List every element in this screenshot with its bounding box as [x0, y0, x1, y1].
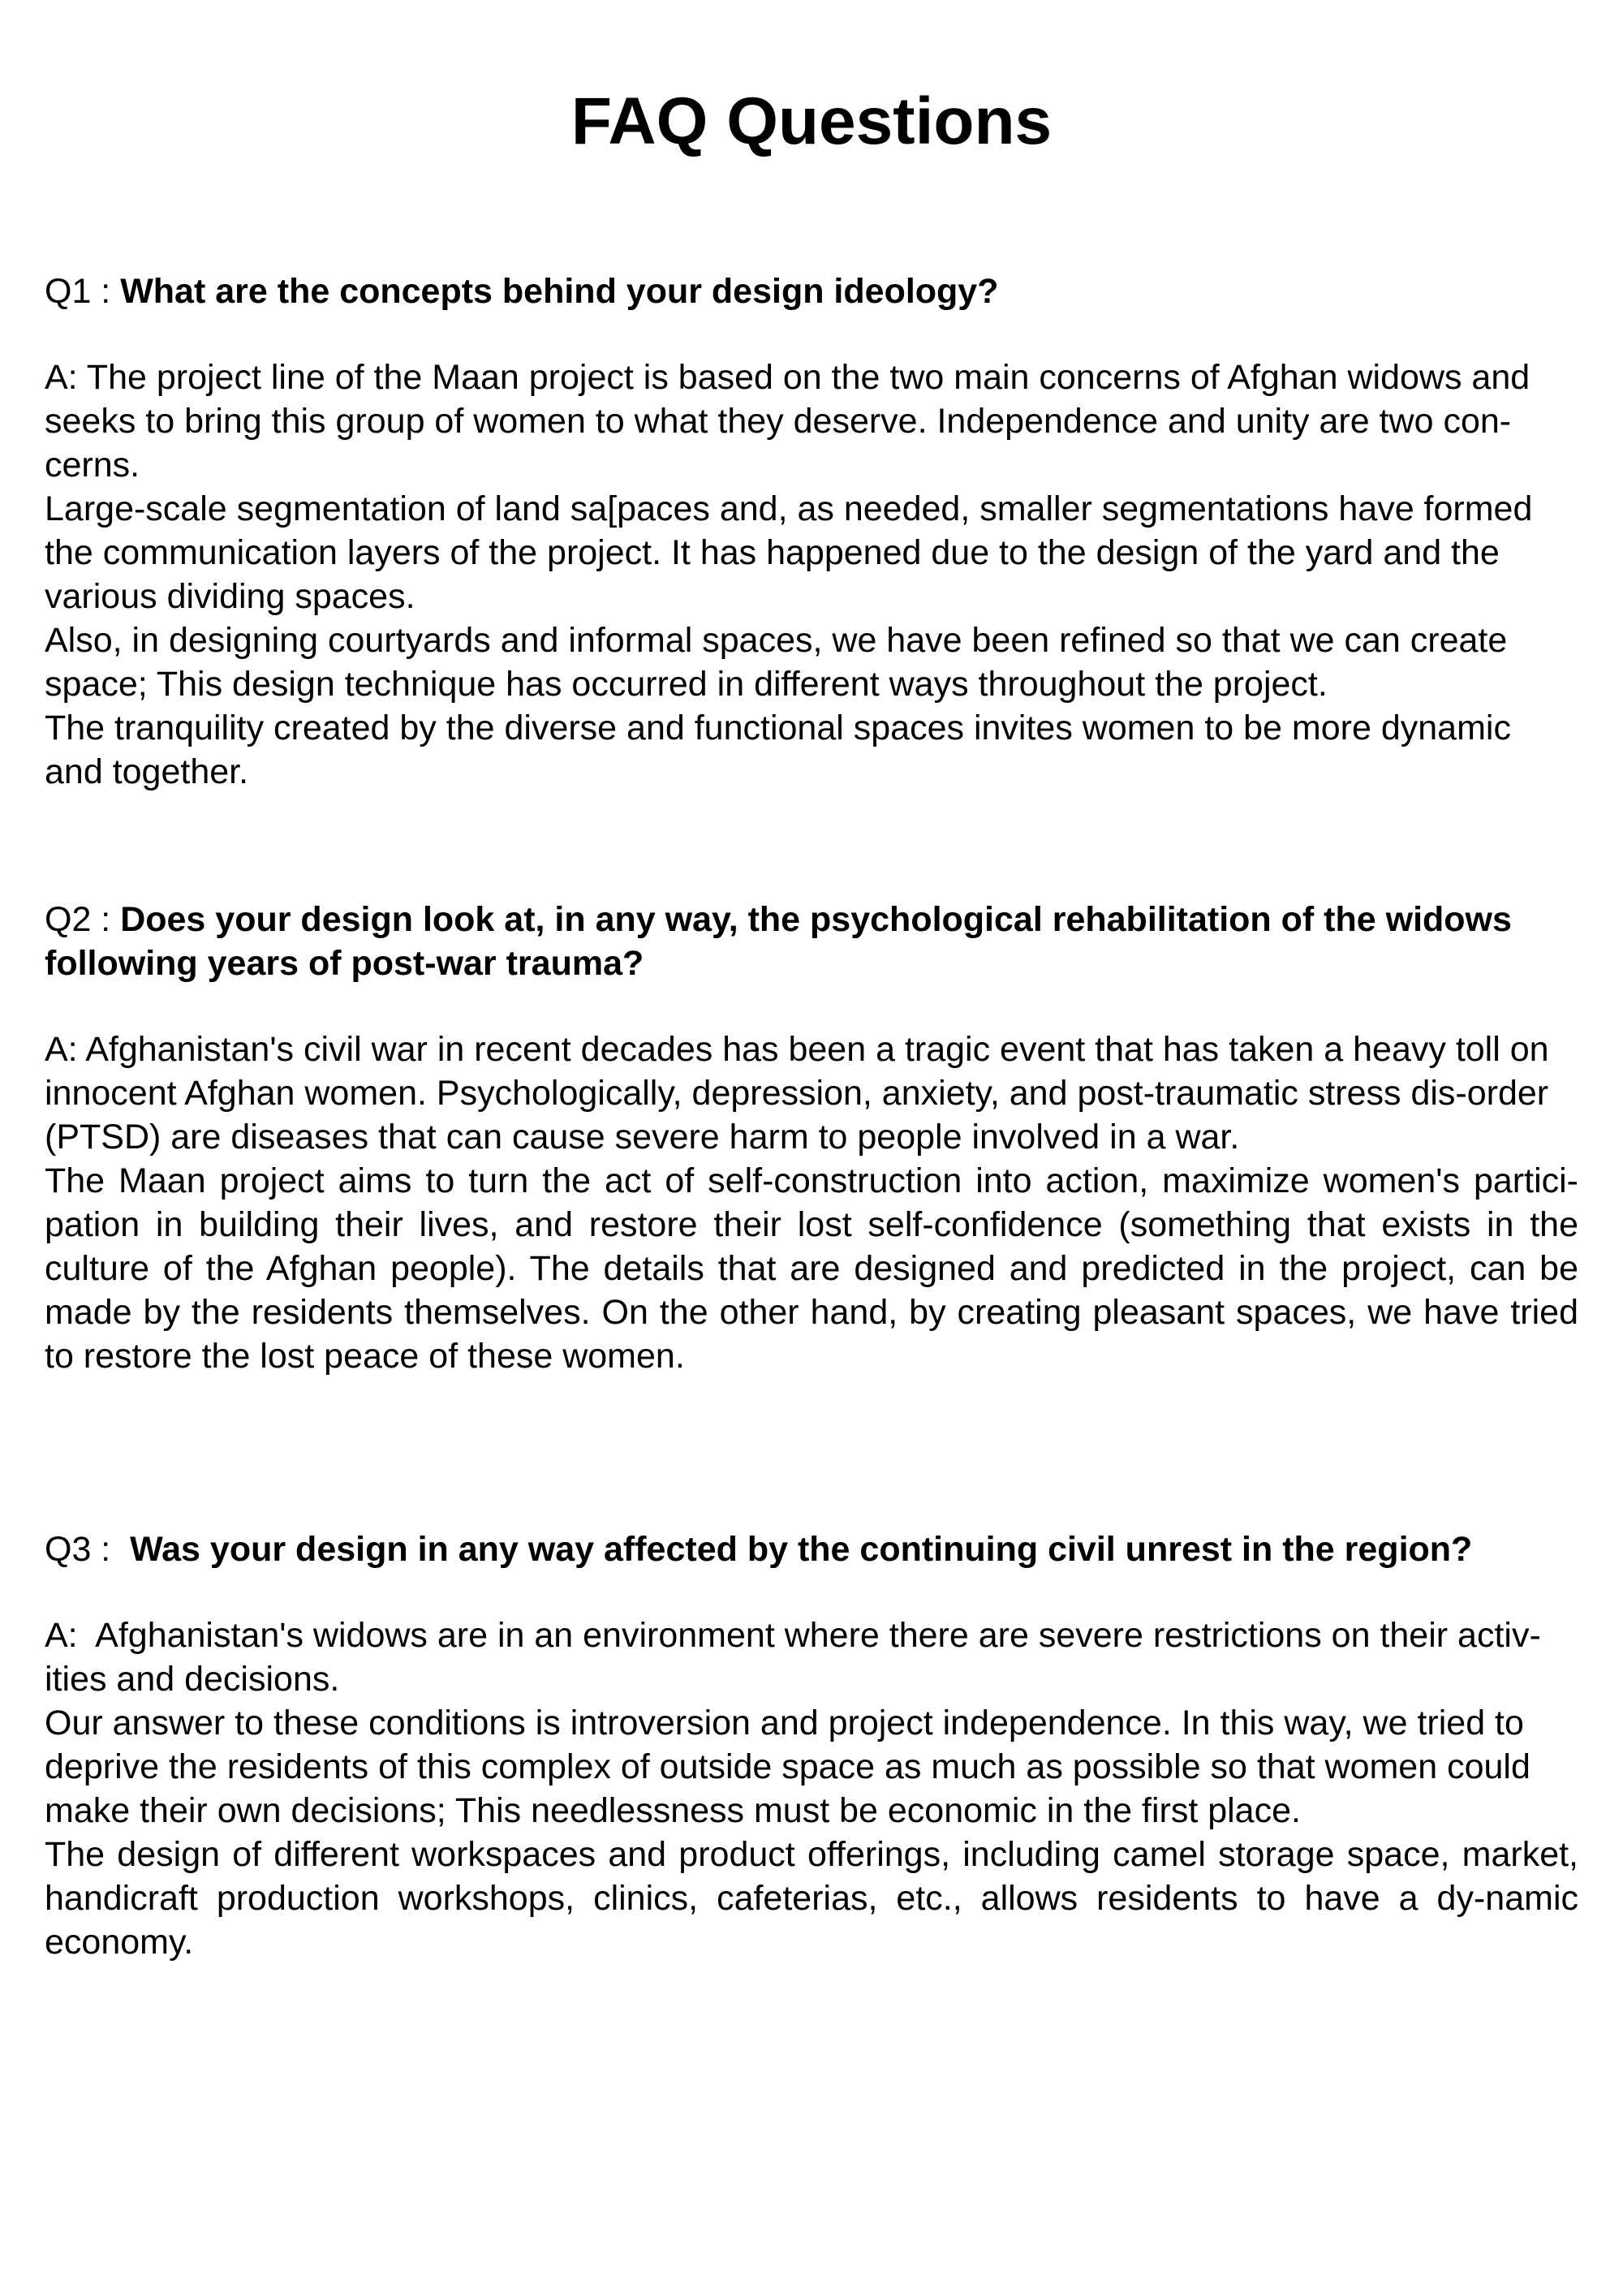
answer-paragraph: The design of different workspaces and product offerings, including camel storage space, market, handicraft production workshops, clinics, cafeterias, etc., allows residents to have a dy-namic economy. — [45, 1835, 1578, 1962]
question-3 — [45, 1527, 1578, 1571]
question-2 — [45, 898, 1578, 985]
question-1 — [45, 269, 1578, 313]
question-text: What are the concepts behind your design ideology? — [120, 272, 999, 311]
question-label: Q1 : — [45, 272, 121, 311]
answer-3 — [45, 1613, 1578, 1964]
faq-item-2 — [45, 898, 1578, 1378]
question-label: Q3 : — [45, 1530, 131, 1569]
answer-1 — [45, 355, 1578, 794]
question-text: Was your design in any way affected by the continuing civil unrest in the region? — [130, 1530, 1473, 1569]
faq-item-1 — [45, 269, 1578, 794]
page-title: FAQ Questions — [570, 84, 1053, 158]
answer-paragraph: The tranquility created by the diverse and functional spaces invites women to be more dynamic and together. — [45, 709, 1511, 791]
answer-paragraph: The Maan project aims to turn the act of self-construction into action, maximize women's partici-pation in building their lives, and restore their lost self-confidence (something that exists in the culture of the Afghan people). The details that are designed and predicted in the project, can be made by the residents themselves. On the other hand, by creating pleasant spaces, we have tried to restore the lost peace of these women. — [45, 1161, 1578, 1376]
answer-paragraph: A: Afghanistan's civil war in recent decades has been a tragic event that has taken a heavy toll on innocent Afghan women. Psychologically, depression, anxiety, and post-traumatic stress dis-order (PTSD) are diseases that can cause severe harm to people involved in a war. — [45, 1030, 1549, 1157]
answer-paragraph: A: Afghanistan's widows are in an environment where there are severe restrictions on their activ-ities and decisions. — [45, 1616, 1541, 1699]
answer-paragraph: Our answer to these conditions is introversion and project independence. In this way, we tried to deprive the residents of this complex of outside space as much as possible so that women could make their own decisions; This needlessness must be economic in the first place. — [45, 1704, 1530, 1830]
answer-paragraph: Also, in designing courtyards and informal spaces, we have been refined so that we can create space; This design technique has occurred in different ways throughout the project. — [45, 621, 1508, 704]
question-text: Does your design look at, in any way, the psychological rehabilitation of the widows following years of post-war trauma? — [45, 900, 1512, 983]
answer-paragraph: A: The project line of the Maan project is based on the two main concerns of Afghan widows and seeks to bring this group of women to what they deserve. Independence and unity are two con-cerns. — [45, 358, 1530, 485]
answer-2 — [45, 1027, 1578, 1378]
question-label: Q2 : — [45, 900, 121, 939]
faq-item-3 — [45, 1527, 1578, 1964]
answer-paragraph: Large-scale segmentation of land sa[paces and, as needed, smaller segmentations have formed the communication layers of the project. It has happened due to the design of the yard and the various dividing spaces. — [45, 489, 1533, 616]
